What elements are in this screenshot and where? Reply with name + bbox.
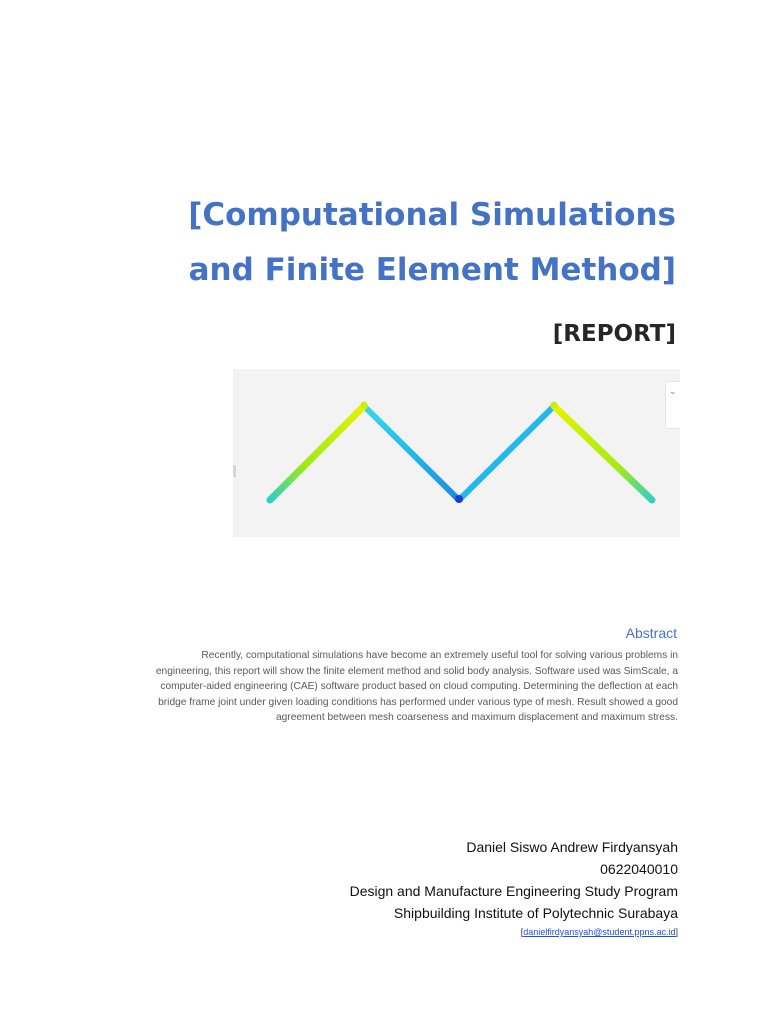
study-program: Design and Manufacture Engineering Study Program [349,883,678,899]
email-link[interactable]: danielfirdyansyah@student.ppns.ac.id [523,927,676,937]
email-line [198,925,678,939]
abstract-heading: Abstract [625,625,677,641]
abstract-body: Recently, computational simulations have become an extremely useful tool for solving various problems in engineering, this report will show the finite element method and solid body analysis. Software used was SimScale, a computer-aided engineering (CAE) software product based on cloud computing. Determining the deflection at each bridge frame joint under given loading conditions has performed under various type of mesh. Result showed a good agreement between mesh coarseness and maximum displacement and maximum stress. [155,650,678,724]
author-name: Daniel Siswo Andrew Firdyansyah [466,839,678,855]
email-bracket-close: ] [675,927,678,937]
report-title-line-1: [Computational Simulations [188,197,676,233]
truss-joint-top-right [551,402,558,409]
truss-diagonal-left [364,406,459,500]
truss-simulation-figure [233,369,680,537]
report-title [116,188,676,298]
truss-joint-top-left [361,402,368,409]
viewer-side-panel-tab[interactable] [665,381,680,429]
truss-diagonal-right [459,406,554,500]
report-title-line-2: and Finite Element Method] [188,252,676,288]
truss-end-diagonal-right [554,406,652,500]
truss-joint-center-bottom [455,495,463,503]
email-bracket-open: [ [520,927,524,937]
report-subtitle: [REPORT] [552,321,676,347]
institution-name: Shipbuilding Institute of Polytechnic Surabaya [393,905,678,921]
truss-end-diagonal-left [270,406,364,500]
chevron-down-icon: ⌄ [669,386,677,396]
truss-bridge-stress-plot [233,369,680,537]
student-id: 0622040010 [600,861,678,877]
author-info [198,836,678,939]
